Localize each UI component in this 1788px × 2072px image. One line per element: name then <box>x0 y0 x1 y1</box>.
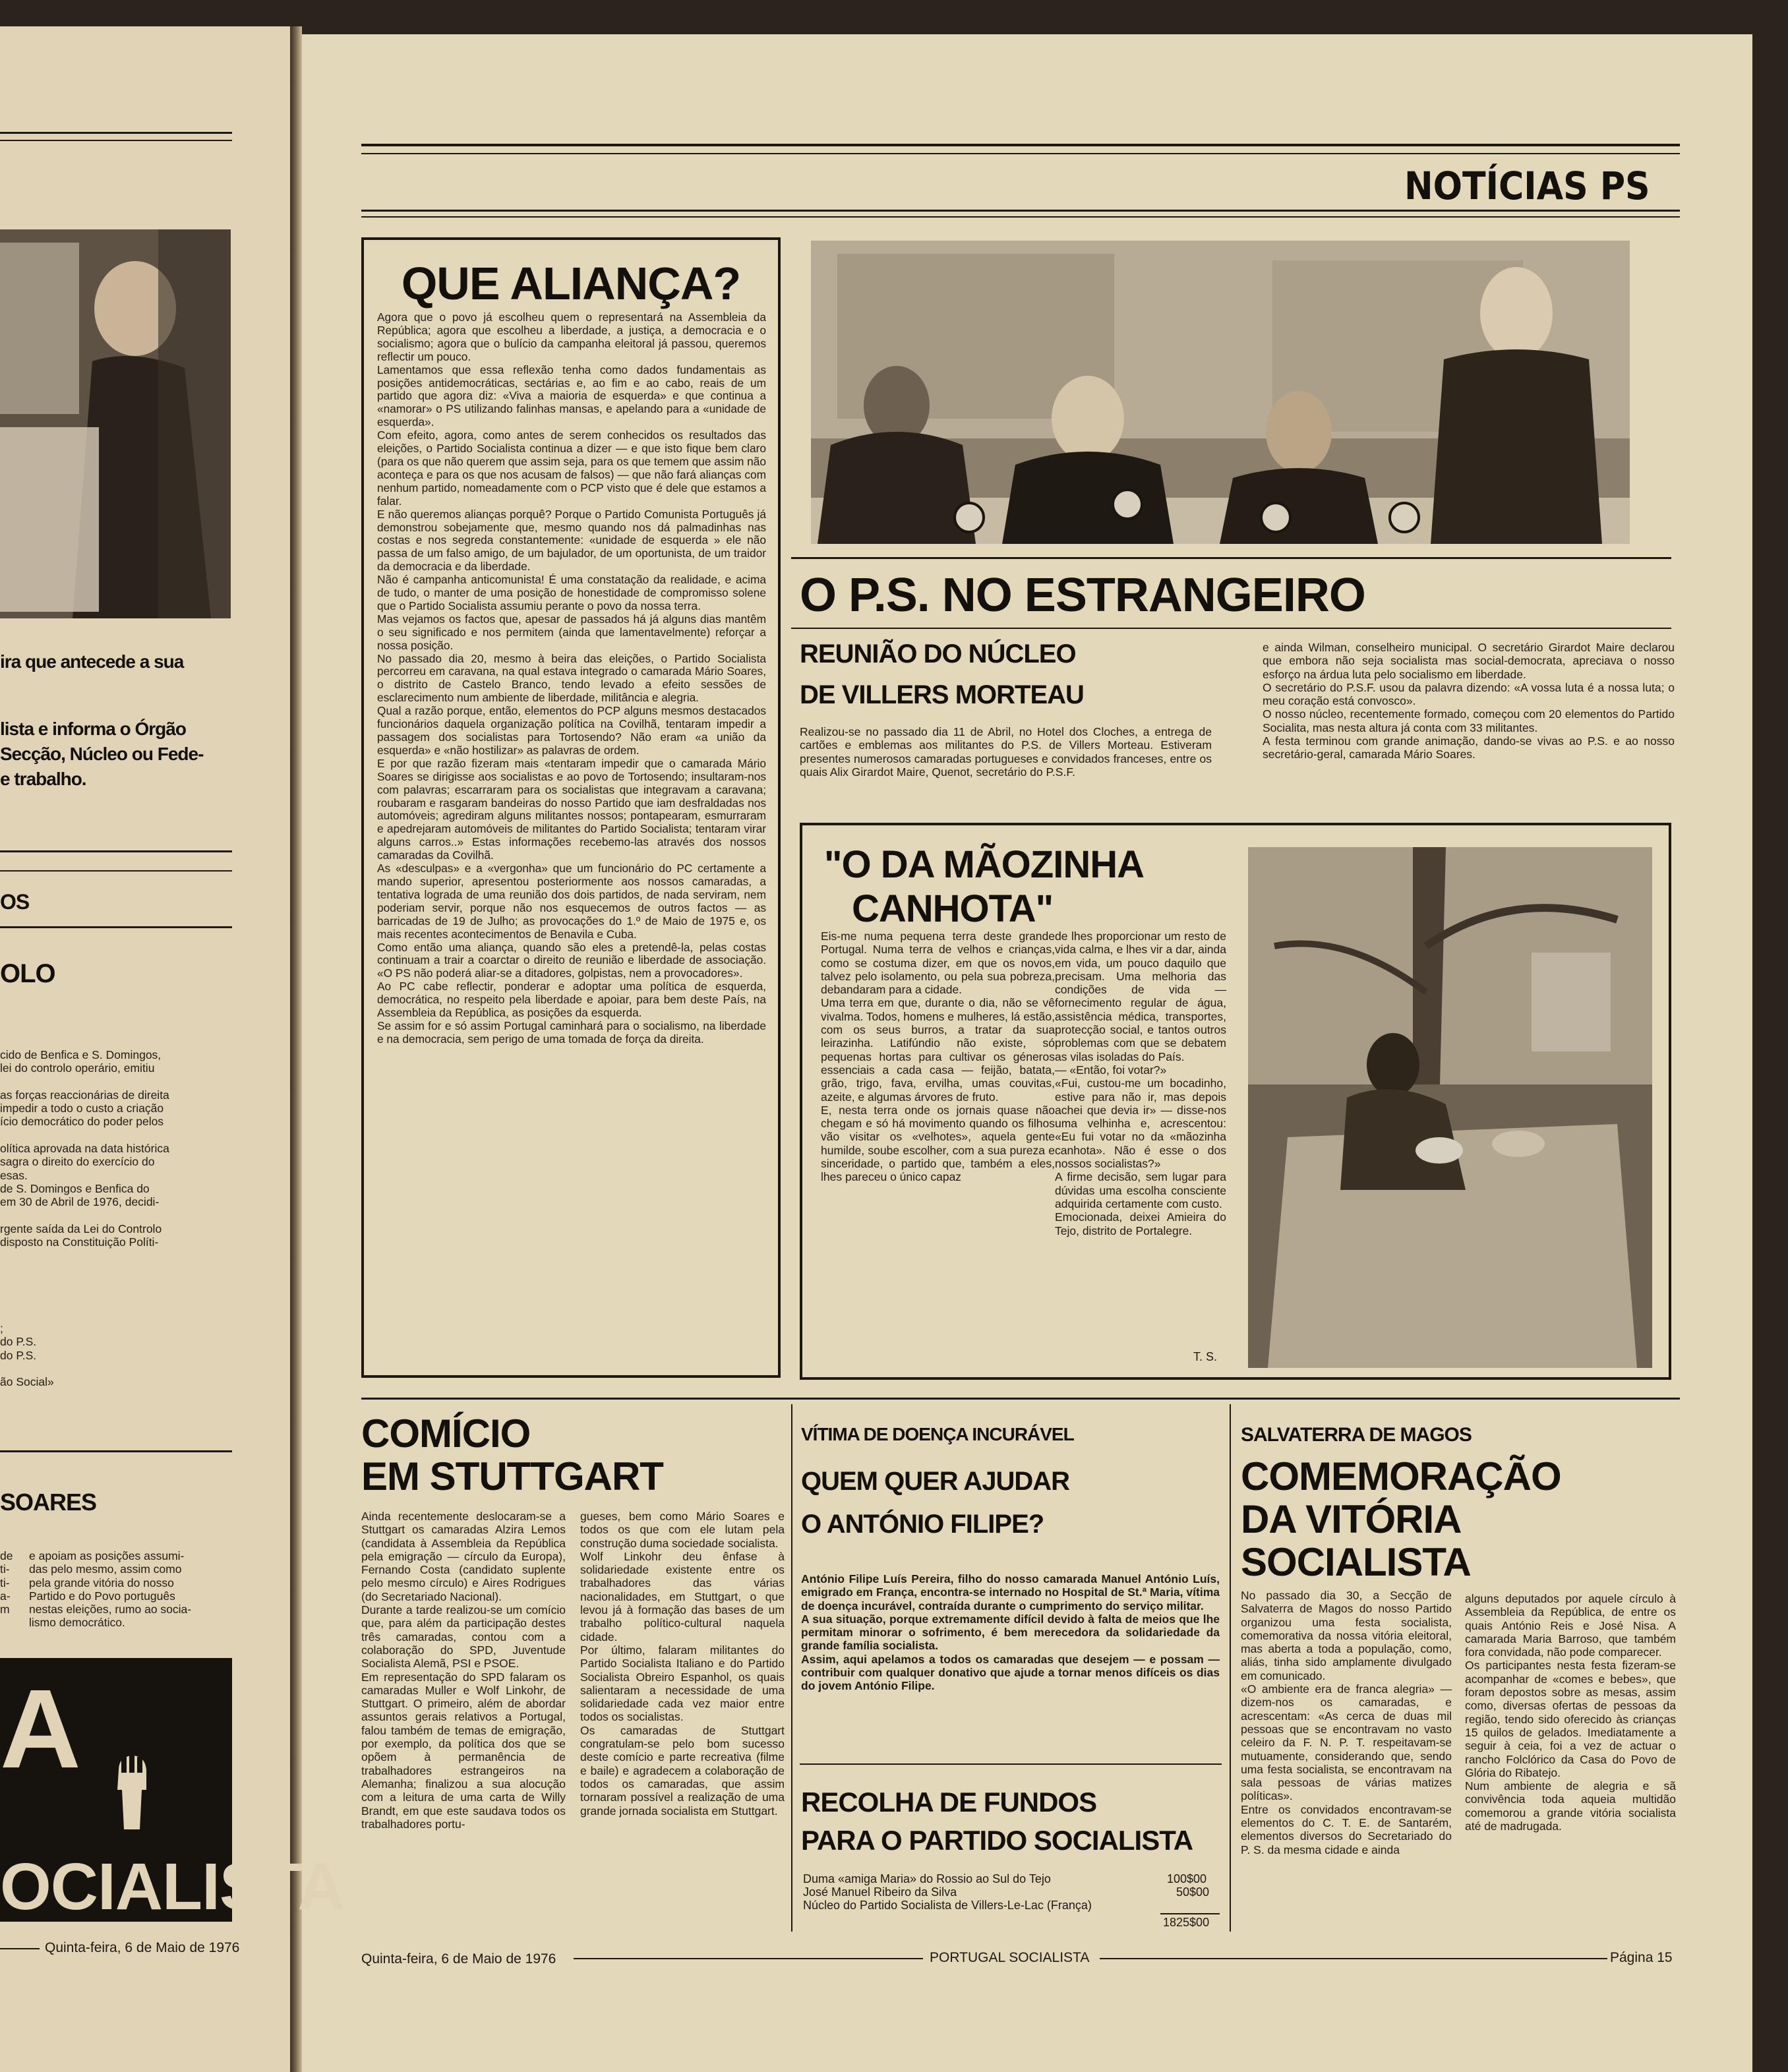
left-body-2: ; do P.S. do P.S. ão Social» <box>0 1322 54 1389</box>
maozinha-title-1: "O DA MÃOZINHA <box>824 843 1144 886</box>
column-rule <box>791 1404 792 1932</box>
donation-total: 1825$00 <box>1163 1916 1210 1929</box>
que-alianca-body: Agora que o povo já escolheu quem o representará na Assembleia da República; agora que escolheu a liberdade, a justiça, a democracia e o socialismo; agora que o bulício da campanha eleitoral já passou, queremos reflectir um pouco. Lamentamos que essa reflexão tenha como dados fundamentais as posições antidemocráticas, sectárias e, ao fim e ao cabo, reais de um partido que agora diz: «Viva a maioria de esquerda» e que continua a «namorar» o PS utilizando falinhas mansas, e apelando para a «unidade de esquerda». Com efeito, agora, como antes de serem conhecidos os resultados das eleições, o Partido Socialista continua a dizer — e que isto fique bem claro (para os que não querem que assim seja, para os que temem que assim não aconteça e para os que nos acusam de falsos) — que não fará alianças com nenhum partido, nomeadamente com o PCP visto que é dele que estamos a falar. E não queremos alianças porquê? Porque o Partido Comunista Português já demonstrou sobejamente que, mesmo quando nos dá palmadinhas nas costas e nos segreda constantemente: «unidade de esquerda » ele não passa de um falso amigo, de um bajulador, de um oportunista, de um traidor da democracia e da liberdade. Não é campanha anticomunista! É uma constatação da realidade, e acima de tudo, o manter de uma posição de honestidade de compromisso solene que o Partido Socialista assumiu perante o povo da nossa terra. Mas vejamos os factos que, apesar de passados há já alguns dias mantêm o seu significado e nos permitem (ainda que lamentavelmente) reforçar a nossa posição. No passado dia 20, mesmo à beira das eleições, o Partido Socialista percorreu em caravana, na qual estava integrado o camarada Mário Soares, o distrito de Castelo Branco, tendo levado a efeito sessões de esclarecimento num ambiente de liberdade, militância e alegria. Qual a razão porque, então, elementos do PCP alguns mesmos destacados funcionários daquela organização política na Covilhã, tentaram impedir a passagem dos socialistas para Tortosendo? Não eram «a união da esquerda» e «não hostilizar» as palavras de ordem. E por que razão fizeram mais «tentaram impedir que o camarada Mário Soares se dirigisse aos socialistas e ao povo de Tortosendo; insultaram-nos com palavras; escarraram para os socialistas que integravam a caravana; roubaram e rasgaram bandeiras do nosso Partido que iam desfraldadas nos automóveis; agrediram alguns militantes nossos; pontapearam, esmurraram e apedrejaram automóveis de militantes do Partido Socialista; tentaram virar alguns carros..» Estas informações recebemo-las através dos nossos camaradas da Covilhã. As «desculpas» e a «vergonha» que um funcionário do PC certamente a mando superior, apresentou posteriormente aos nossos camaradas, a tentativa lograda de uma reunião dos dois partidos, de nada serviram, nem poderiam servir, porque não nos esquecemos de outros factos — as barricadas de 19 de Julho; as provocações do 1.º de Maio de 1975 e, os mais recentes acontecimentos de Benavila e Cuba. Como então uma aliança, quando são eles a pretendê-la, pelas costas continuam a trair a coarctar o direito de reunião e liberdade de associação. «O PS não poderá aliar-se a ditadores, golpistas, nem a provocadores». Ao PC cabe reflectir, ponderar e adoptar uma política de esquerda, democrática, no respeito pela liberdade e apoiar, para bem deste País, na Assembleia da República, as posições da esquerda. Se assim for e só assim Portugal caminhará para o socialismo, na liberdade e na democracia, sem perigo de uma tomada de força da direita. <box>377 311 766 1046</box>
rule <box>361 1398 1680 1400</box>
rule <box>0 850 232 852</box>
woman-washing-photo <box>1248 847 1652 1368</box>
subscribe-line-4: e trabalho. <box>0 769 86 789</box>
footer-paper-name: PORTUGAL SOCIALISTA <box>930 1950 1090 1965</box>
estrangeiro-subtitle-1: REUNIÃO DO NÚCLEO <box>800 639 1076 668</box>
rule <box>1100 1958 1607 1959</box>
rule <box>0 870 232 872</box>
left-body-1: cido de Benfica e S. Domingos, lei do controlo operário, emitiu as forças reaccionárias de direita impedir a todo o custo a criação ício democrático do poder pelos olítica aprovada na data histórica sagra o direito do exercício do esas. de S. Domingos e Benfica do em 30 de Abril de 1976, decidi- rgente saída da Lei do Controlo disposto na Constituição Políti- <box>0 1048 169 1249</box>
comicio-title-2: EM STUTTGART <box>361 1454 663 1498</box>
footer-date: Quinta-feira, 6 de Maio de 1976 <box>361 1951 556 1967</box>
donation-amount: 50$00 <box>1176 1885 1210 1899</box>
rule <box>0 140 232 141</box>
meeting-photo-shapes <box>811 241 1630 544</box>
left-footer-date: Quinta-feira, 6 de Maio de 1976 <box>45 1940 240 1955</box>
section-title: NOTÍCIAS PS <box>1404 163 1650 208</box>
column-rule <box>1230 1404 1231 1932</box>
vitima-title-2: O ANTÓNIO FILIPE? <box>801 1510 1044 1539</box>
banner-text: OCIALISTA <box>0 1850 345 1924</box>
comicio-col-2: gueses, bem como Mário Soares e todos os que com ele lutam pela construção duma sociedade socialista. Wolf Linkohr deu ênfase à solidariedade existente entre os trabalhadores das várias nacionalidades, em Stuttgart, o que levou já à formação das bases de um trabalho político-cultural naquela cidade. Por último, falaram militantes do Partido Socialista Italiano e do Partido Socialista Obreiro Espanhol, os quais salientaram a necessidade de uma solidariedade cada vez maior entre todos os socialistas. Os camaradas de Stuttgart congratulam-se pelo bom sucesso deste comício e parte recreativa (filme e baile) e agradecem a colaboração de todos os camaradas, que assim tornaram possível a realização de uma grande jornada socialista em Stuttgart. <box>580 1510 785 1818</box>
binding-gutter <box>290 26 302 2072</box>
rule <box>791 557 1671 559</box>
left-heading-soares: SOARES <box>0 1489 97 1516</box>
photo-shapes <box>0 229 231 618</box>
maozinha-signature: T. S. <box>1193 1350 1218 1363</box>
salvaterra-title-1: COMEMORAÇÃO <box>1241 1454 1561 1498</box>
que-alianca-title: QUE ALIANÇA? <box>401 258 741 309</box>
salvaterra-col-2: alguns deputados por aquele círculo à Assembleia da República, de entre os quais António Reis e José Nisa. A camarada Maria Barroso, que também fora convidada, não pode comparecer. Os participantes nesta festa fizeram-se acompanhar de «comes e bebes», que foram depostos sobre as mesas, assim como, diversas ofertas de pessoas da região, tendo sido oferecido às crianças 15 quilos de gelados. Imediatamente a seguir à ceia, foi a vez de actuar o rancho Folclórico da Casa do Povo de Glória do Ribatejo. Num ambiente de alegria e sã convivência toda aqueia multidão comemorou a grande vitória socialista até de madrugada. <box>1465 1592 1676 1833</box>
subscribe-line-1: ira que antecede a sua <box>0 651 184 672</box>
rule <box>574 1958 923 1959</box>
rule <box>361 144 1680 146</box>
vitima-body: António Filipe Luís Pereira, filho do nosso camarada Manuel António Luís, emigrado em França, encontra-se internado no Hospital de St.ª Maria, vítima de doença incurável, contraída durante o cumprimento do serviço militar. A sua situação, porque extremamente difícil devido à falta de meios que lhe permitam minorar o sofrimento, é bem merecedora da solidariedade da grande família socialista. Assim, aqui apelamos a todos os camaradas que desejem — e possam — contribuir com qualquer donativo que ajude a tornar menos difíceis os dias do jovem António Filipe. <box>801 1572 1220 1693</box>
footer-page-number: Página 15 <box>1610 1950 1673 1965</box>
estrangeiro-col-2: e ainda Wilman, conselheiro municipal. O secretário Girardot Maire declarou que embora não seja socialista mas social-democrata, apreciava o nosso esforço na árdua luta pelo socialismo em liberdade. O secretário do P.S.F. usou da palavra dizendo: «A vossa luta é a nossa luta; o meu coração está convosco». O nosso núcleo, recentemente formado, começou com 20 elementos do Partido Socialita, mas nesta altura já conta com 33 militantes. A festa terminou com grande animação, dando-se vivas ao P.S. e ao nosso secretário-geral, camarada Mário Soares. <box>1263 641 1675 761</box>
rule <box>361 210 1680 212</box>
banner-letter: A <box>0 1667 80 1792</box>
woman-photo-shapes <box>1248 847 1652 1368</box>
vitima-title-1: QUEM QUER AJUDAR <box>801 1467 1069 1496</box>
rule <box>0 926 232 928</box>
fist-icon <box>105 1744 158 1829</box>
vitima-kicker: VÍTIMA DE DOENÇA INCURÁVEL <box>801 1424 1074 1444</box>
maozinha-col-1: Eis-me numa pequena terra deste grande Portugal. Numa terra de velhos e crianças, como se costuma dizer, em que os novos, talvez pelo isolamento, ou pela sua pobreza, debandaram para a cidade. Uma terra em que, durante o dia, não se vê vivalma. Todos, homens e mulheres, lá estão, com os seus burros, a tratar da sua leirazinha. Latifúndio não existe, só pequenas hortas para cultivar os géneros essenciais a cada casa — feijão, batata, grão, trigo, fava, ervilha, umas couvitas, azeite, e algumas árvores de fruto. E, nesta terra onde os jornais quase não chegam e só há movimento quando os filhos vão visitar os «velhotes», aquela gente humilde, soube escolher, com a sua pureza e sinceridade, o partido que, também a eles, lhes pareceu o único capaz <box>821 930 1055 1184</box>
maozinha-title-2: CANHOTA" <box>852 887 1054 930</box>
recolha-title-2: PARA O PARTIDO SOCIALISTA <box>801 1825 1193 1856</box>
salvaterra-kicker: SALVATERRA DE MAGOS <box>1241 1424 1472 1446</box>
donation-item: Duma «amiga Maria» do Rossio ao Sul do Tejo <box>803 1872 1051 1885</box>
rule <box>800 1763 1222 1765</box>
subscribe-line-3: Secção, Núcleo ou Fede- <box>0 744 204 764</box>
left-banner <box>0 1658 345 1924</box>
left-body-4: e apoiam as posições assumi- das pelo mesmo, assim como pela grande vitória do nosso Partido e do Povo português nestas eleições, rumo ao socia- lismo democrático. <box>29 1549 192 1630</box>
estrangeiro-subtitle-2: DE VILLERS MORTEAU <box>800 680 1084 709</box>
rule <box>1160 1913 1220 1914</box>
donation-item: Núcleo do Partido Socialista de Villers-Le-Lac (França) <box>803 1899 1092 1912</box>
rule <box>361 153 1680 154</box>
comicio-col-1: Ainda recentemente deslocaram-se a Stuttgart os camaradas Alzira Lemos (candidata à Assembleia da República pela emigração — círculo da Europa), Fernando Costa (candidato suplente pelo mesmo círculo) e Aires Rodrigues (do Secretariado Nacional). Durante a tarde realizou-se um comício que, para além da participação destes três camaradas, contou com a colaboração do SPD, Juventude Socialista Alemã, PSI e PSOE. Em representação do SPD falaram os camaradas Muller e Wolf Linkohr, de Stuttgart. O primeiro, além de abordar assuntos gerais relativos a Portugal, falou também de temas de emigração, por exemplo, da política dos que se opõem à permanência de trabalhadores estrangeiros na Alemanha; finalizou a sua alocução com a leitura de uma carta de Willy Brandt, em que este saudava todos os trabalhadores portu- <box>361 1510 566 1831</box>
left-heading-os: OS <box>0 890 30 914</box>
comicio-title-1: COMÍCIO <box>361 1411 531 1456</box>
maozinha-col-2: de lhes proporcionar um resto de vida calma, e lhes vir a dar, ainda em vida, um pouco daquilo que precisam. Uma melhoria das condições de vida — fornecimento regular de água, assistência médica, transportes, protecção social, e tantos outros problemas com que se debatem as vilas isoladas do País. — «Então, foi votar?» «Fui, custou-me um bocadinho, estive para não ir, mas depois achei que devia ir» — disse-nos uma velhinha e, acrescentou: «Eu fui votar no da «mãozinha canhota». Não é esse o dos nossos socialistas?» A firme decisão, sem lugar para dúvidas uma escolha consciente adquirida certamente com custo. Emocionada, deixei Amieira do Tejo, distrito de Portalegre. <box>1055 930 1226 1237</box>
left-body-3: de ti- ti- a- m <box>0 1549 13 1616</box>
estrangeiro-title: O P.S. NO ESTRANGEIRO <box>800 569 1365 622</box>
rule <box>0 1450 232 1452</box>
rule <box>0 1948 40 1949</box>
salvaterra-col-1: No passado dia 30, a Secção de Salvaterra de Magos do nosso Partido organizou uma festa socialista, comemorativa da nossa vitória eleitoral, mas aberta a toda a população, como, aliás, tinha sido amplamente divulgado em comunicado. «O ambiente era de franca alegria» — dizem-nos os camaradas, e acrescentam: «As cerca de duas mil pessoas que se encontravam no vasto celeiro da F. N. P. T. respeitavam-se mutuamente, considerando que, sendo uma festa socialista, se encontravam na sala pessoas de várias matizes políticas». Entre os convidados encontravam-se elementos do C. T. E. de Santarém, elementos diversos do Secretariado do P. S. da mesma cidade e ainda <box>1241 1589 1452 1856</box>
donation-item: José Manuel Ribeiro da Silva <box>803 1885 957 1899</box>
donation-amount: 100$00 <box>1167 1872 1207 1885</box>
rule <box>0 132 232 134</box>
left-photo-man-with-papers <box>0 229 231 618</box>
recolha-title-1: RECOLHA DE FUNDOS <box>801 1787 1097 1818</box>
rule <box>791 628 1671 629</box>
subscribe-line-2: lista e informa o Órgão <box>0 719 186 739</box>
left-heading-olo: OLO <box>0 959 55 988</box>
rule <box>361 216 1680 218</box>
salvaterra-title-3: SOCIALISTA <box>1241 1540 1471 1584</box>
salvaterra-title-2: DA VITÓRIA <box>1241 1497 1462 1541</box>
meeting-photo <box>811 241 1630 544</box>
estrangeiro-col-1: Realizou-se no passado dia 11 de Abril, no Hotel dos Cloches, a entrega de cartões e emblemas aos militantes do P.S. de Villers Morteau. Estiveram presentes numerosos camaradas portugueses e convidados franceses, entre os quais Alix Girardot Maire, Quenot, secretário do P.S.F. <box>800 725 1212 779</box>
